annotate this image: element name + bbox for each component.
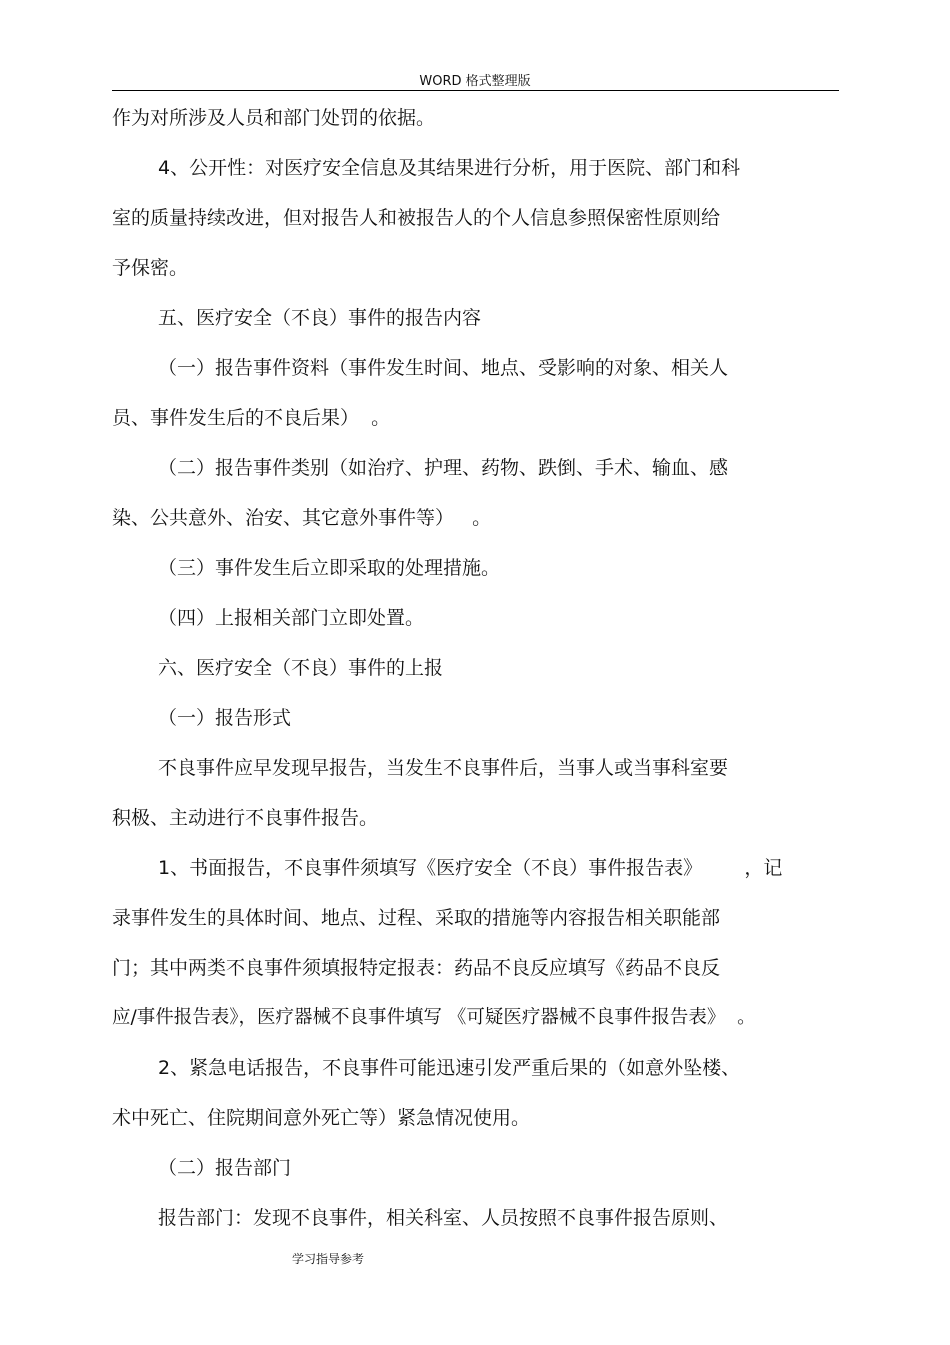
subsection-heading: （二）报告部门: [158, 1157, 292, 1179]
text-line: 报告部门：发现不良事件，相关科室、人员按照不良事件报告原则、: [158, 1207, 729, 1229]
text-line: 门；其中两类不良事件须填报特定报表：药品不良反应填写《药品不良反: [112, 957, 721, 979]
page-header-title: WORD 格式整理版: [419, 74, 531, 89]
text-line: （四）上报相关部门立即处置。: [158, 607, 425, 629]
page-footer: 学习指导参考: [292, 1252, 365, 1266]
text-line: （三）事件发生后立即采取的处理措施。: [158, 557, 501, 579]
text-line: 录事件发生的具体时间、地点、过程、采取的措施等内容报告相关职能部: [112, 907, 721, 929]
text-line: 应/事件报告表》，医疗器械不良事件填写 《可疑医疗器械不良事件报告表》 。: [112, 1007, 756, 1028]
text-line: 染、公共意外、治安、其它意外事件等） 。: [112, 507, 492, 529]
text-line: 室的质量持续改进，但对报告人和被报告人的个人信息参照保密性原则给: [112, 207, 721, 229]
text-line: 1、书面报告，不良事件须填写《医疗安全（不良）事件报告表》 ，记: [158, 857, 783, 879]
text-line: 予保密。: [112, 257, 189, 279]
subsection-heading: （一）报告形式: [158, 707, 292, 729]
text-line: 4、公开性：对医疗安全信息及其结果进行分析，用于医院、部门和科: [158, 157, 741, 179]
text-line: 作为对所涉及人员和部门处罚的依据。: [112, 107, 436, 129]
section-heading: 六、医疗安全（不良）事件的上报: [158, 657, 444, 679]
text-line: 2、紧急电话报告，不良事件可能迅速引发严重后果的（如意外坠楼、: [158, 1057, 741, 1079]
header-rule: [112, 90, 839, 91]
text-line: （一）报告事件资料（事件发生时间、地点、受影响的对象、相关人: [158, 357, 729, 379]
section-heading: 五、医疗安全（不良）事件的报告内容: [158, 307, 482, 329]
text-line: 术中死亡、住院期间意外死亡等）紧急情况使用。: [112, 1107, 531, 1129]
text-line: 不良事件应早发现早报告，当发生不良事件后，当事人或当事科室要: [158, 757, 729, 779]
text-line: 员、事件发生后的不良后果） 。: [112, 407, 391, 429]
text-line: 积极、主动进行不良事件报告。: [112, 807, 379, 829]
text-line: （二）报告事件类别（如治疗、护理、药物、跌倒、手术、输血、感: [158, 457, 729, 479]
